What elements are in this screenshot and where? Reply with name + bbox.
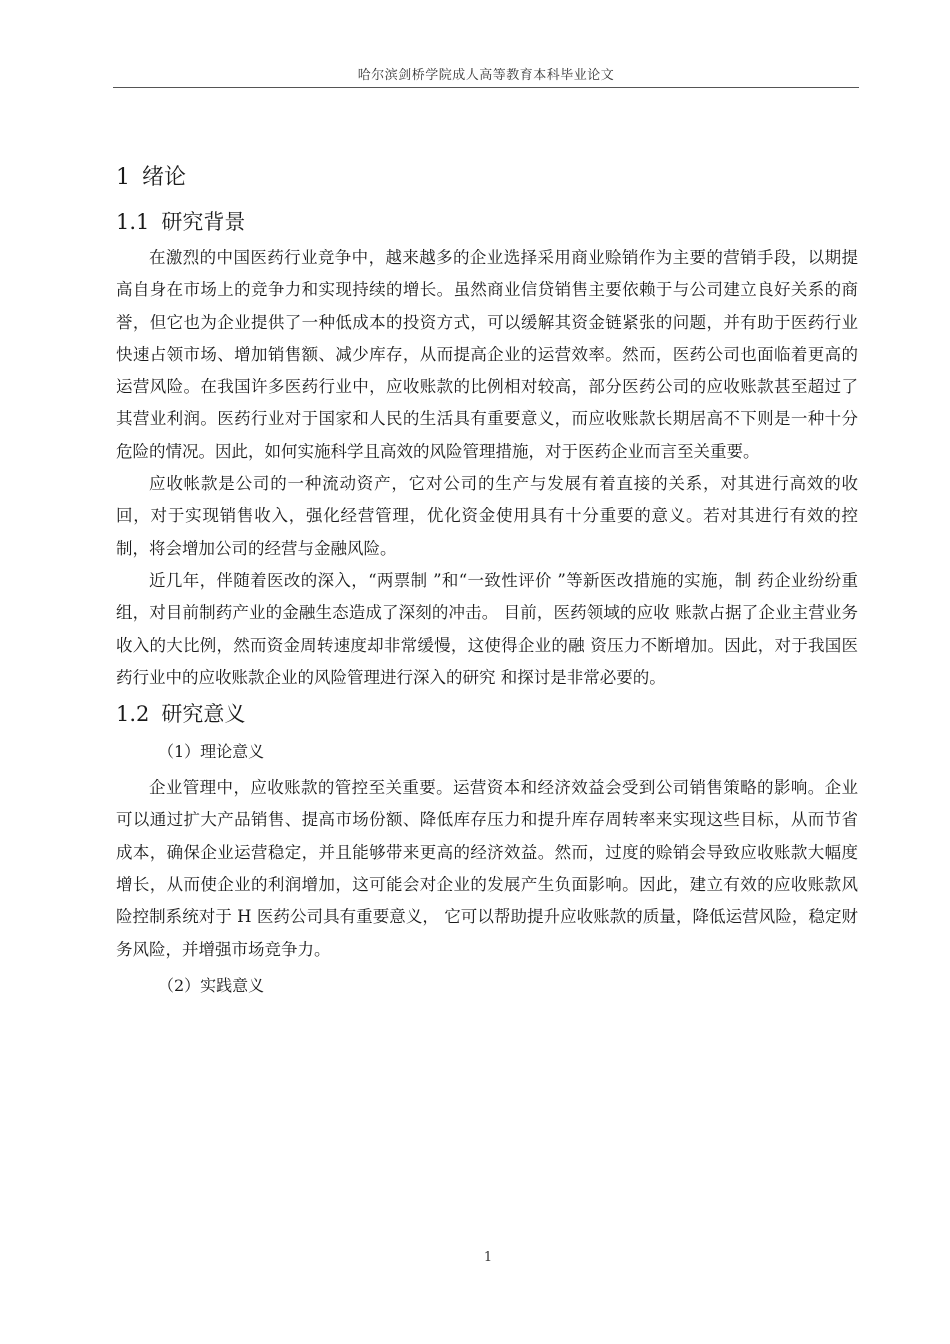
page-number: 1 [483, 1250, 493, 1265]
paragraph-background-3: 近几年，伴随着医改的深入，“两票制 ”和“一致性评价 ”等新医改措施的实施，制 药企业纷纷重组，对目前制药产业的金融生态造成了深刻的冲击。 目前，医药领域的应收 账款占据了企业主营业务收入的大比例，然而资金周转速度却非常缓慢，这使得企业的融 资压力不断增加。因此，对于我国医药行业中的应收账款企业的风险管理进行深入的研究 和探讨是非常必要的。 [116, 570, 858, 687]
chapter-number: 1 [116, 165, 130, 190]
paragraph-background-2: 应收帐款是公司的一种流动资产，它对公司的生产与发展有着直接的关系，对其进行高效的收回，对于实现销售收入，强化经营管理，优化资金使用具有十分重要的意义。若对其进行有效的控制，将会增加公司的经营与金融风险。 [116, 474, 858, 558]
paragraph-significance-1: 企业管理中，应收账款的管控至关重要。运营资本和经济效益会受到公司销售策略的影响。企业可以通过扩大产品销售、提高市场份额、降低库存压力和提升库存周转率来实现这些目标，从而节省成本，确保企业运营稳定，并且能够带来更高的经济效益。然而，过度的赊销会导致应收账款大幅度增长，从而使企业的利润增加，这可能会对企业的发展产生负面影响。因此，建立有效的应收账款风险控制系统对于 H 医药公司具有重要意义， 它可以帮助提升应收账款的质量，降低运营风险，稳定财务风险，并增强市场竞争力。 [116, 778, 858, 959]
section-heading-1-1 [116, 204, 858, 240]
section-number: 1.2 [116, 702, 150, 727]
document-body [116, 158, 858, 1006]
section-title: 研究意义 [161, 702, 246, 727]
header-divider [113, 87, 859, 88]
chapter-title: 绪论 [142, 165, 187, 190]
paragraph-background-1: 在激烈的中国医药行业竞争中，越来越多的企业选择采用商业赊销作为主要的营销手段，以期提高自身在市场上的竞争力和实现持续的增长。虽然商业信贷销售主要依赖于与公司建立良好关系的商誉，但它也为企业提供了一种低成本的投资方式，可以缓解其资金链紧张的问题，并有助于医药行业快速占领市场、增加销售额、减少库存，从而提高企业的运营效率。然而，医药公司也面临着更高的运营风险。在我国许多医药行业中，应收账款的比例相对较高，部分医药公司的应收账款甚至超过了其营业利润。医药行业对于国家和人民的生活具有重要意义，而应收账款长期居高不下则是一种十分危险的情况。因此，如何实施科学且高效的风险管理措施，对于医药企业而言至关重要。 [116, 248, 858, 461]
section-heading-1-2 [116, 696, 858, 732]
page-header: 哈尔滨剑桥学院成人高等教育本科毕业论文 [357, 68, 615, 83]
subheading-theoretical-significance: （1）理论意义 [158, 742, 265, 762]
subheading-practical-significance: （2）实践意义 [158, 975, 265, 995]
section-number: 1.1 [116, 210, 150, 234]
section-title: 研究背景 [161, 210, 246, 234]
chapter-heading [116, 158, 858, 198]
